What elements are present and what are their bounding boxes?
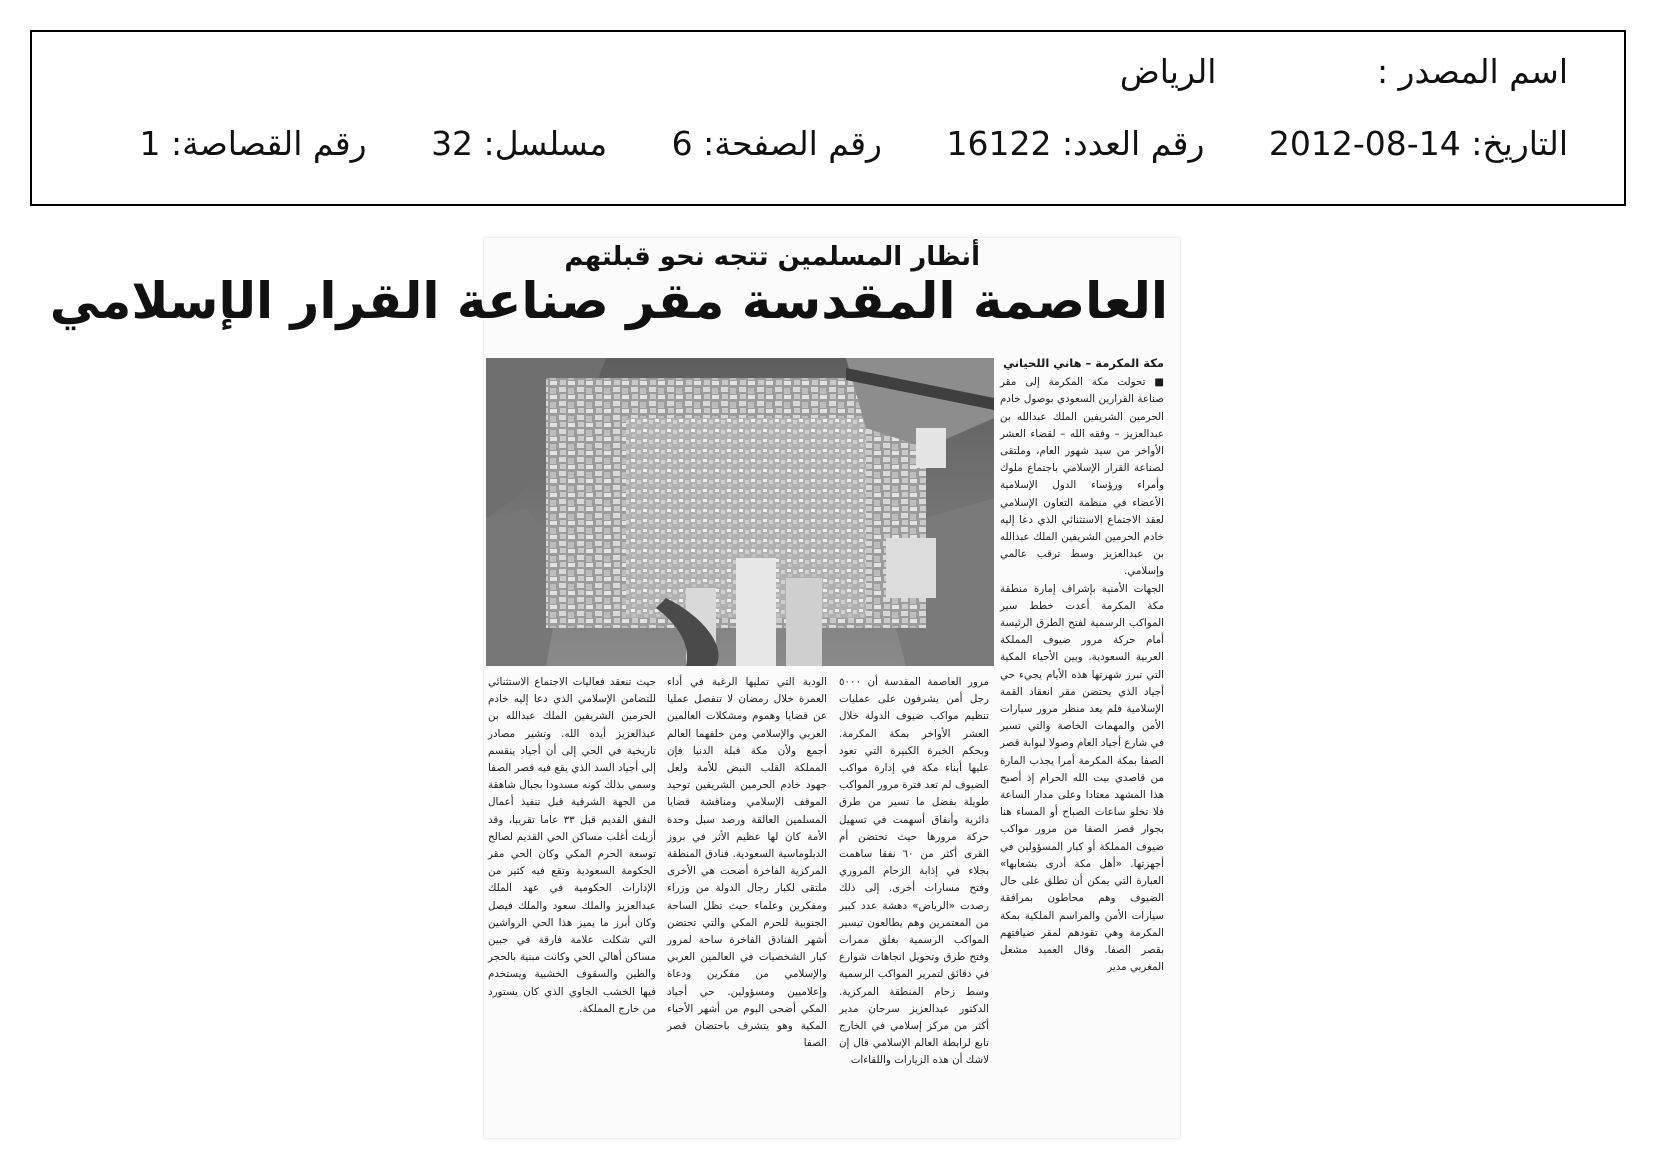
article-column-4 <box>488 674 656 1134</box>
article-byline: مكة المكرمة – هاني اللحياني <box>1003 356 1164 370</box>
source-value: الرياض <box>1119 52 1217 91</box>
column-1-top-text: ■ تحولت مكة المكرمة إلى مقر صناعة القرارين السعودي بوصول خادم الحرمين الشريفين الملك عبدالله بن عبدالعزيز – وفقه الله – لقضاء العشر الأواخر من سيد شهور العام، وملتقى لصناعة القرار الإسلامي باجتماع ملوك وأمراء ورؤساء الدول الإسلامية الأعضاء في منظمة التعاون الإسلامي لعقد الاجتماع الاستثنائي الذي دعا إليه خادم الحرمين الشريفين الملك عبدالله بن عبدالعزيز وسط ترقب عالمي وإسلامي. <box>1000 376 1164 578</box>
serial-field: مسلسل: 32 <box>431 124 608 163</box>
article-column-2 <box>839 674 989 1134</box>
details-row <box>139 124 1568 163</box>
issue-field: رقم العدد: 16122 <box>946 124 1205 163</box>
page-field: رقم الصفحة: 6 <box>671 124 882 163</box>
date-field: التاريخ: 14-08-2012 <box>1268 124 1568 163</box>
newspaper-clipping <box>49 238 1180 1138</box>
article-column-1 <box>1000 355 1164 1133</box>
clip-number-field: رقم القصاصة: 1 <box>139 124 367 163</box>
column-2-text: مرور العاصمة المقدسة أن ٥٠٠٠ رجل أمن يشرفون على عمليات تنظيم مواكب ضيوف الدولة خلال العشر الأواخر بمكة المكرمة. وبحكم الخبرة الكبيرة التي تعود عليها أبناء مكة في إدارة مواكب الضيوف لم تعد فترة مرور المواكب طويلة بفضل ما تسير من طرق دائرية وأنفاق أسهمت في تسهيل حركة مرورها حيث تحتضن أم القرى أكثر من ٦٠ نفقا ساهمت بجلاء في إذابة الزحام المروري وفتح مسارات أخرى. إلى ذلك رصدت «الرياض» دهشة عدد كبير من المعتمرين وهم يطالعون تيسير المواكب الرسمية بغلق ممرات وفتح طرق وتحويل اتجاهات شوارع في دقائق لتمرير المواكب الرسمية وسط زحام المنطقة المركزية. الدكتور عبدالعزيز سرحان مدير أكثر من مركز إسلامي في الخارج تابع لرابطة العالم الإسلامي قال إن لاشك أن هذه الزيارات واللقاءات <box>839 676 989 1067</box>
source-row <box>1120 52 1568 91</box>
column-3-text: الودية التي تمليها الرغبة في أداء العمرة خلال رمضان لا تنفصل عمليا عن قضايا وهموم ومشكلات العالمين العربي والإسلامي ومن خلفهما العالم أجمع ولأن مكة قبلة الدنيا فإن المملكة القلب النبض للأمة ولعل جهود خادم الحرمين الشريفين توحيد الموقف الإسلامي ومناقشة قضايا المسلمين العالقة ورصد سبل وحدة الأمة كان لها عظيم الأثر في بروز الدبلوماسية السعودية. فنادق المنطقة المركزية الفاخرة أضحت هي الأخرى ملتقى لكبار رجال الدولة من وزراء ومفكرين وعلماء حيث تظل الساحة الجنوبية للحرم المكي والتي تحتضن أشهر الفنادق الفاخرة ساحة لمرور كبار الشخصيات في العالمين العربي والإسلامي من مفكرين ودعاة وإعلاميين ومسؤولين. حي أجياد المكي أضحى اليوم من أشهر الأحياء المكية وهو يتشرف باحتضان قصر الصفا <box>667 676 827 1050</box>
aerial-photo-mecca <box>486 358 994 666</box>
article-column-3 <box>667 674 827 1134</box>
source-info-box <box>30 30 1626 206</box>
column-4-text: حيث تنعقد فعاليات الاجتماع الاستثنائي للتضامن الإسلامي الذي دعا إليه خادم الحرمين الشريفين الملك عبدالله بن عبدالعزيز أيده الله. وتشير مصادر تاريخية في الحي إلى أن أجياد ينقسم إلى أجياد السد الذي يقع فيه قصر الصفا وسمي بذلك كونه مسدودا بجبال شاهقة من الجهة الشرقية قبل تنفيذ أعمال النفق القديم قبل ٣٣ عاما تقريبا، وقد أزيلت أغلب مساكن الحي القديم لصالح توسعة الحرم المكي وكان الحي مقر الحكومة السعودية وتقع فيه كثير من الإدارات الحكومية في عهد الملك عبدالعزيز والملك سعود والملك فيصل وكان أبرز ما يميز هذا الحي الرواشين التي شكلت علامة فارقة في جبين مساكن أهالي الحي وكانت مبنية بالحجر والطين والسقوف الخشبية ويستخدم فيها الخشب الجاوي الذي كان يستورد من خارج المملكة. <box>488 676 656 1015</box>
article-kicker: أنظار المسلمين تتجه نحو قبلتهم <box>564 242 980 272</box>
article-headline: العاصمة المقدسة مقر صناعة القرار الإسلامي <box>49 272 1168 330</box>
source-label: اسم المصدر : <box>1376 52 1568 91</box>
column-1-bottom-text: الجهات الأمنية بإشراف إمارة منطقة مكة المكرمة أعدت خطط سير المواكب الرسمية لفتح الطرق الرئيسة أمام حركة مرور ضيوف المملكة العربية السعودية. وبين الأحياء المكية التي تبرز شهرتها هذه الأيام يجيء حي أجياد الذي يحتضن مقر انعقاد القمة الإسلامية فلم يعد منظر مرور سيارات الأمن والمهمات الخاصة والتي تسير في شارع أجياد العام وصولا لبوابة قصر الصفا بمكة المكرمة أمرا يجذب المارة من قاصدي بيت الله الحرام إذ أصبح هذا المشهد معتادا وعلى مدار الساعة فلا تخلو ساعات الصباح أو المساء هنا بجوار قصر الصفا من مرور مواكب ضيوف المملكة أو كبار المسؤولين في أجهزتها. «أهل مكة أدرى بشعابها» العبارة التي يمكن أن تطلق على حال الضيوف وهم محاطون بمرافقة سيارات الأمن والمراسم الملكية بمكة المكرمة وهي تقودهم لمقر ضيافتهم بقصر الصفا. وقال العميد مشعل المغربي مدير <box>1000 582 1164 974</box>
aerial-photo-graphic <box>486 358 994 666</box>
